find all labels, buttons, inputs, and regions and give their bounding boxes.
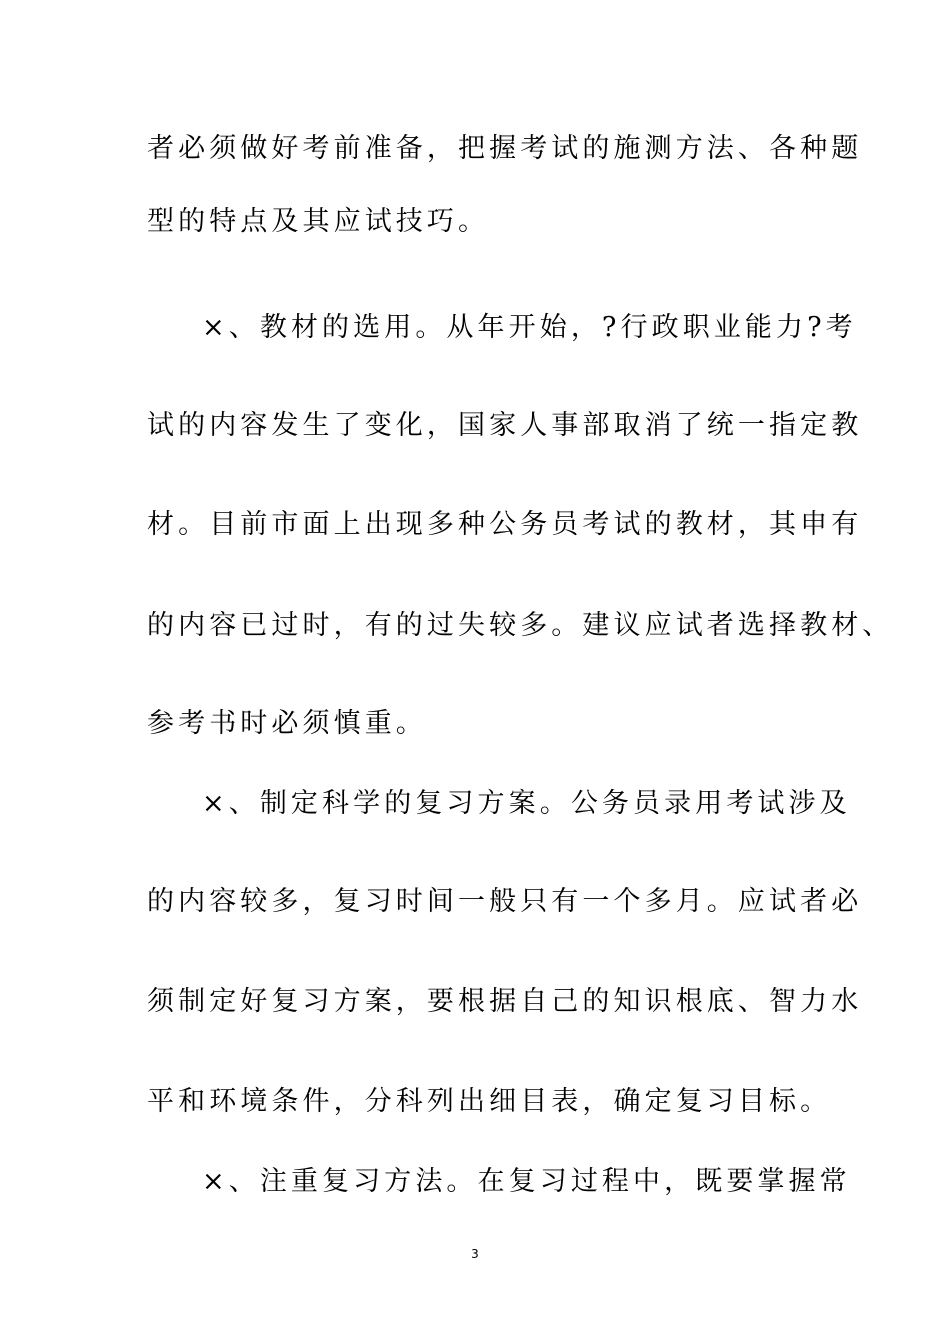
paragraph-first-line: ×、教材的选用。从年开始，?行政职业能力?考 bbox=[202, 312, 857, 343]
text-line: 的内容已过时，有的过失较多。建议应试者选择教材、 bbox=[147, 610, 894, 641]
text-line: 试的内容发生了变化，国家人事部取消了统一指定教 bbox=[147, 410, 863, 441]
text-line: 须制定好复习方案，要根据自己的知识根底、智力水 bbox=[147, 986, 863, 1017]
paragraph-first-line: ×、注重复习方法。在复习过程中，既要掌握常 bbox=[202, 1166, 851, 1197]
text-line: 参考书时必须慎重。 bbox=[147, 708, 427, 739]
paragraph-first-line: ×、制定科学的复习方案。公务员录用考试涉及 bbox=[202, 788, 851, 819]
page-number: 3 bbox=[471, 1247, 479, 1261]
text-line: 者必须做好考前准备，把握考试的施测方法、各种题 bbox=[147, 133, 863, 164]
text-line: 材。目前市面上出现多种公务员考试的教材，其申有 bbox=[147, 509, 863, 540]
text-line: 型的特点及其应试技巧。 bbox=[147, 206, 490, 237]
text-line: 的内容较多，复习时间一般只有一个多月。应试者必 bbox=[147, 886, 863, 917]
text-line: 平和环境条件，分科列出细目表，确定复习目标。 bbox=[147, 1086, 832, 1117]
